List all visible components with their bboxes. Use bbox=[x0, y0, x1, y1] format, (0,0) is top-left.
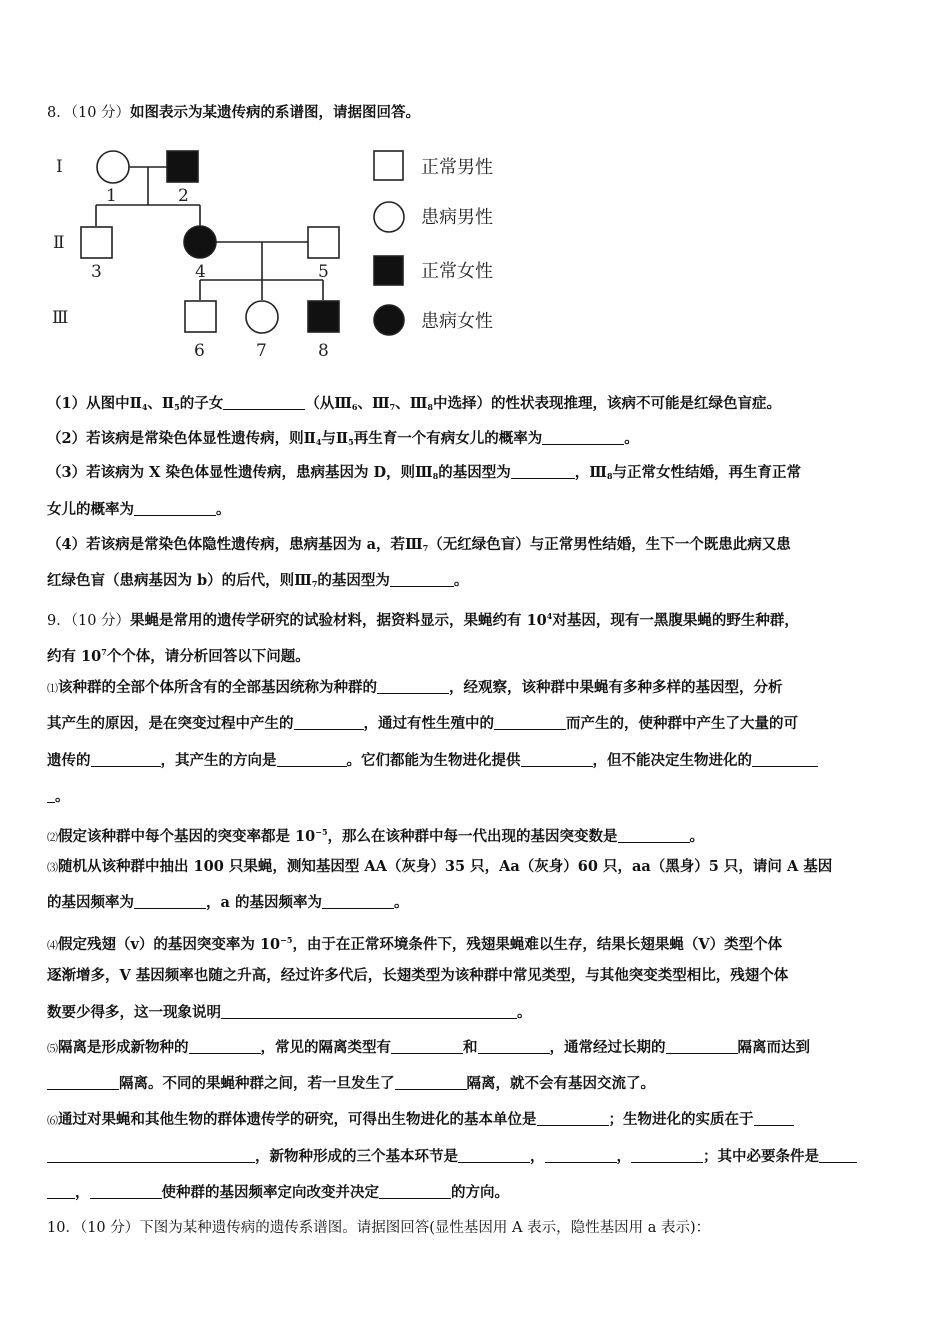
legend-normal-female: 正常女性 bbox=[421, 261, 493, 282]
q8-score: （10 分） bbox=[70, 105, 131, 121]
answer-blank[interactable] bbox=[47, 1184, 75, 1199]
answer-blank[interactable] bbox=[47, 1148, 255, 1163]
answer-blank[interactable] bbox=[511, 464, 575, 479]
individual-II5-normal-male bbox=[308, 227, 339, 258]
q9-part1-line2: 其产生的原因，是在突变过程中产生的 ，通过有性生殖中的 而产生的，使种群中产生了大量的可 bbox=[47, 715, 798, 732]
legend-normal-male: 正常男性 bbox=[421, 157, 493, 178]
individual-II4-affected-female bbox=[184, 226, 216, 258]
q9-part5-line2: 隔离。不同的果蝇种群之间，若一旦发生了 隔离，就不会有基因交流了。 bbox=[47, 1074, 907, 1094]
answer-blank[interactable] bbox=[754, 1111, 794, 1126]
q8-sub4: （4）若该病是常染色体隐性遗传病，患病基因为 a，若$Ⅲ_7$（无红绿色盲）与正常男性结婚，生下一个既患此病又患 bbox=[47, 536, 791, 553]
legend-circle-filled bbox=[374, 305, 404, 335]
answer-blank[interactable] bbox=[458, 1148, 530, 1163]
q9-part5: ⑸隔离是形成新物种的 ，常见的隔离类型有 和 ，通常经过长期的 隔离而达到 bbox=[47, 1039, 810, 1056]
individual-III6-normal-male bbox=[185, 301, 216, 332]
q8-sub3-cont: 女儿的概率为 。 bbox=[47, 501, 231, 518]
q8-sub1: （1）从图中$Ⅱ_4$、$Ⅱ_5$的子女 （从$Ⅲ_6$、$Ⅲ_7$、$Ⅲ_8$中选择）的性状表现推理，该病不可能是红绿色盲症。 bbox=[47, 395, 781, 412]
individual-III7-normal-female bbox=[246, 301, 278, 333]
q9-part6-line3: ， 使种群的基因频率定向改变并决定 的方向。 bbox=[47, 1183, 907, 1203]
q10-title bbox=[47, 1218, 907, 1238]
answer-blank[interactable] bbox=[379, 1184, 451, 1199]
individual-III8-affected-male bbox=[308, 301, 339, 332]
answer-blank[interactable] bbox=[391, 1039, 463, 1054]
q8-sub4-cont: 红绿色盲（患病基因为 b）的后代，则$Ⅲ_7$的基因型为 。 bbox=[47, 572, 469, 589]
answer-blank[interactable] bbox=[494, 715, 566, 730]
answer-blank[interactable] bbox=[618, 828, 690, 843]
individual-number-6: 6 bbox=[194, 341, 205, 361]
individual-number-3: 3 bbox=[91, 262, 102, 282]
generation-label-II: Ⅱ bbox=[53, 233, 65, 253]
individual-number-1: 1 bbox=[106, 186, 117, 206]
individual-number-2: 2 bbox=[178, 186, 189, 206]
q10-score: （10 分） bbox=[79, 1220, 140, 1236]
individual-number-5: 5 bbox=[318, 262, 329, 282]
answer-blank[interactable] bbox=[189, 1039, 261, 1054]
answer-blank[interactable] bbox=[478, 1039, 550, 1054]
q9-part4-line2: 逐渐增多，V 基因频率也随之升高，经过许多代后，长翅类型为该种群中常见类型，与其他突变类型相比，残翅个体 bbox=[47, 967, 789, 984]
answer-blank[interactable] bbox=[390, 572, 454, 587]
q9-title: 9．（10 分）果蝇是常用的遗传学研究的试验材料，据资料显示，果蝇约有 $10^4$对基因，现有一黑腹果蝇的野生种群， bbox=[47, 611, 799, 629]
q9-part6-line2: ，新物种形成的三个基本环节是 ， ， ；其中必要条件是 bbox=[47, 1147, 907, 1167]
legend-square-filled bbox=[374, 256, 403, 285]
pedigree-chart bbox=[0, 0, 950, 380]
answer-blank[interactable] bbox=[377, 679, 449, 694]
answer-blank[interactable] bbox=[631, 1148, 703, 1163]
answer-blank[interactable] bbox=[537, 1111, 609, 1126]
legend-circle-open bbox=[374, 202, 404, 232]
q9-title-cont: 约有 $10^7$个个体，请分析回答以下问题。 bbox=[47, 647, 310, 665]
q9-part1: ⑴该种群的全部个体所含有的全部基因统称为种群的 ，经观察，该种群中果蝇有多种多样的基因型，分析 bbox=[47, 679, 783, 696]
answer-blank[interactable] bbox=[277, 752, 347, 767]
answer-blank[interactable] bbox=[47, 788, 55, 803]
q9-part1-line4: 。 bbox=[47, 787, 907, 807]
answer-blank[interactable] bbox=[666, 1039, 738, 1054]
q8-sub3: （3）若该病为 X 染色体显性遗传病，患病基因为 D，则$Ⅲ_8$的基因型为 ，$Ⅲ_8$与正常女性结婚，再生育正常 bbox=[47, 464, 802, 481]
generation-label-III: Ⅲ bbox=[52, 308, 69, 328]
individual-number-7: 7 bbox=[256, 341, 267, 361]
generation-label-I: Ⅰ bbox=[56, 157, 63, 177]
q8-sub2: （2）若该病是常染色体显性遗传病，则$Ⅱ_4$与$Ⅱ_5$再生育一个有病女儿的概率为 。 bbox=[47, 430, 639, 447]
answer-blank[interactable] bbox=[223, 395, 305, 410]
answer-blank[interactable] bbox=[134, 894, 206, 909]
individual-II3-normal-male bbox=[81, 227, 112, 258]
answer-blank[interactable] bbox=[521, 752, 593, 767]
answer-blank[interactable] bbox=[545, 1148, 617, 1163]
answer-blank[interactable] bbox=[90, 1184, 162, 1199]
legend-affected-male: 患病男性 bbox=[421, 207, 493, 228]
q9-score: （10 分） bbox=[70, 613, 131, 629]
q9-part6: ⑹通过对果蝇和其他生物的群体遗传学的研究，可得出生物进化的基本单位是 ；生物进化的实质在于 bbox=[47, 1110, 907, 1131]
q9-part1-line3: 遗传的 ，其产生的方向是 。它们都能为生物进化提供 ，但不能决定生物进化的 bbox=[47, 751, 907, 771]
q9-part3-line2: 的基因频率为 ，a 的基因频率为 。 bbox=[47, 894, 409, 911]
individual-number-4: 4 bbox=[195, 262, 206, 282]
q8-prompt: 如图表示为某遗传病的系谱图，请据图回答。 bbox=[130, 104, 421, 121]
answer-blank[interactable] bbox=[322, 894, 394, 909]
answer-blank[interactable] bbox=[819, 1148, 857, 1163]
individual-I2-affected-male bbox=[167, 151, 198, 182]
individual-I1-normal-female bbox=[97, 151, 129, 183]
q9-part2: ⑵假定该种群中每个基因的突变率都是 $10^{-5}$，那么在该种群中每一代出现的基因突变数是 。 bbox=[47, 827, 705, 845]
answer-blank[interactable] bbox=[221, 1004, 517, 1019]
answer-blank[interactable] bbox=[91, 752, 161, 767]
q8-number: 8． bbox=[47, 105, 71, 121]
legend-square-open bbox=[374, 151, 403, 180]
answer-blank[interactable] bbox=[294, 715, 364, 730]
q9-number: 9． bbox=[47, 613, 71, 629]
legend-affected-female: 患病女性 bbox=[421, 311, 493, 332]
individual-number-8: 8 bbox=[318, 341, 329, 361]
q9-part4-line3: 数要少得多，这一现象说明 。 bbox=[47, 1004, 532, 1021]
answer-blank[interactable] bbox=[395, 1075, 467, 1090]
answer-blank[interactable] bbox=[134, 501, 216, 516]
answer-blank[interactable] bbox=[542, 430, 624, 445]
answer-blank[interactable] bbox=[752, 752, 818, 767]
q9-part4: ⑷假定残翅（v）的基因突变率为 $10^{-5}$，由于在正常环境条件下，残翅果蝇难以生存，结果长翅果蝇（V）类型个体 bbox=[47, 935, 783, 953]
q10-prompt: 下图为某种遗传病的遗传系谱图。请据图回答(显性基因用 A 表示，隐性基因用 a 表示)： bbox=[139, 1220, 711, 1236]
answer-blank[interactable] bbox=[47, 1075, 119, 1090]
q9-part3: ⑶随机从该种群中抽出 100 只果蝇，测知基因型 AA（灰身）35 只，Aa（灰身）60 只，aa（黑身）5 只，请问 A 基因 bbox=[47, 858, 833, 875]
q10-number: 10． bbox=[47, 1220, 80, 1236]
